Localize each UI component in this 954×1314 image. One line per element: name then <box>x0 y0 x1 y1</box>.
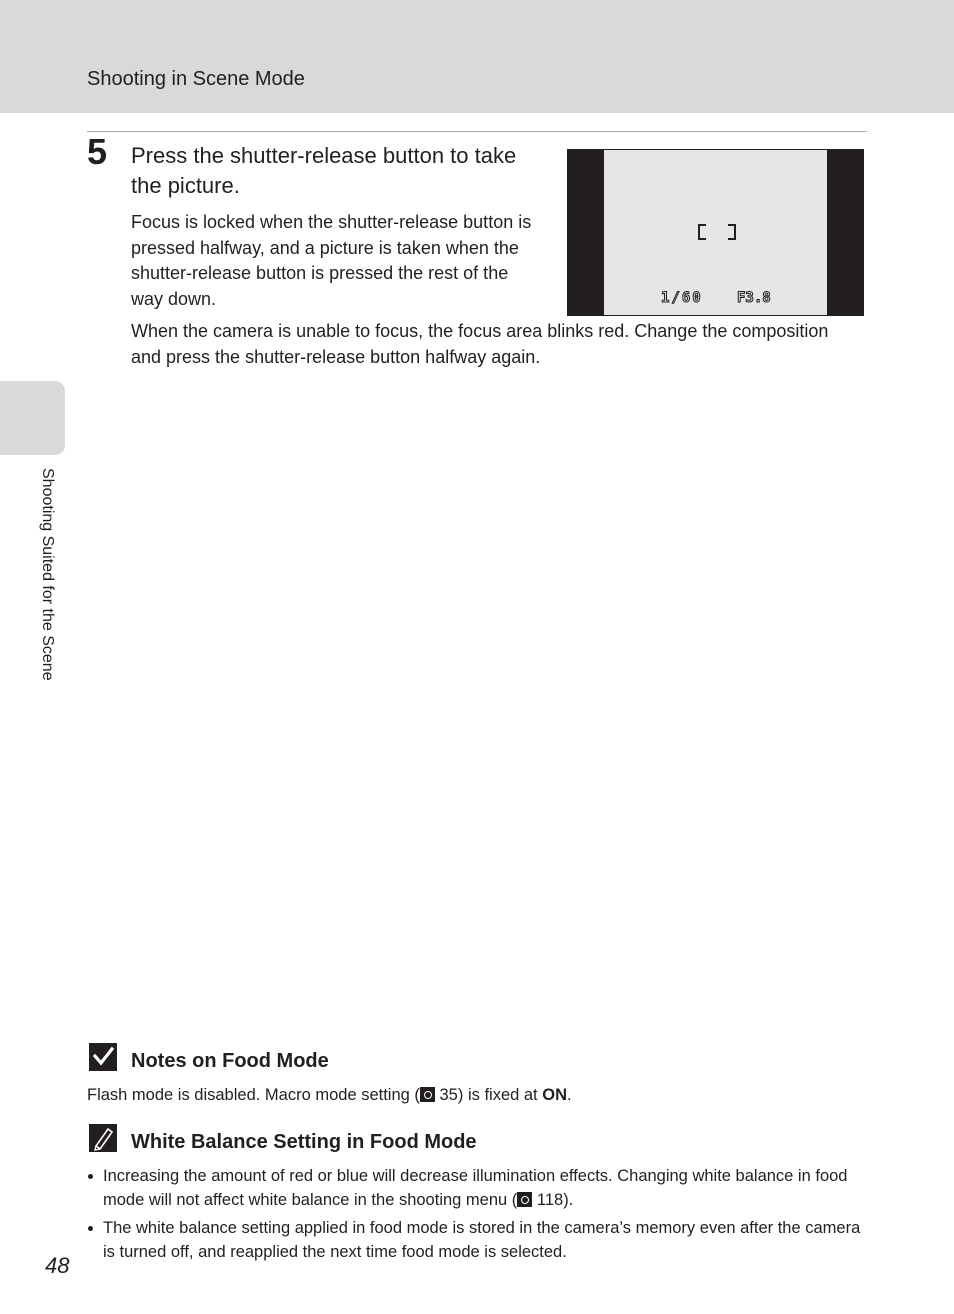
side-tab-label: Shooting Suited for the Scene <box>39 468 56 681</box>
page-reference-icon <box>420 1087 435 1102</box>
step-heading: Press the shutter-release button to take the picture. <box>131 143 517 198</box>
page-reference-icon <box>517 1192 532 1207</box>
note-text-food-mode: Flash mode is disabled. Macro mode setting ( 35) is fixed at ON. <box>87 1086 572 1104</box>
side-tab <box>0 381 65 455</box>
macro-mode-value: ON <box>542 1086 567 1104</box>
focus-bracket-left-icon <box>698 224 706 240</box>
white-balance-bullet-list <box>87 1164 867 1268</box>
step-paragraph: Focus is locked when the shutter-release button is pressed halfway, and a picture is taken when the shutter-release button is pressed the rest of the way down. <box>131 212 532 309</box>
pencil-icon <box>89 1124 117 1152</box>
focus-bracket-right-icon <box>728 224 736 240</box>
aperture-readout: F3.8 <box>737 290 771 306</box>
camera-screen-illustration <box>567 149 864 316</box>
shutter-speed-readout: 1/60 <box>661 290 703 306</box>
check-icon <box>89 1043 117 1071</box>
step-paragraph: When the camera is unable to focus, the focus area blinks red. Change the composition and press the shutter-release button halfway again. <box>131 321 829 367</box>
bullet-icon <box>88 1226 93 1231</box>
bullet-icon <box>88 1174 93 1179</box>
note-heading-food-mode: Notes on Food Mode <box>131 1050 329 1072</box>
camera-screen-display <box>604 150 827 315</box>
header-rule <box>87 131 867 132</box>
step-number: 5 <box>87 131 108 172</box>
section-title: Shooting in Scene Mode <box>87 68 305 90</box>
note-heading-white-balance: White Balance Setting in Food Mode <box>131 1131 477 1153</box>
list-item: The white balance setting applied in food mode is stored in the camera’s memory even after the camera is turned off, and reapplied the next time food mode is selected. <box>87 1216 867 1264</box>
list-item: Increasing the amount of red or blue will decrease illumination effects. Changing white balance in food mode will not affect white balance in the shooting menu ( 118). <box>87 1164 867 1212</box>
header-band <box>0 0 954 113</box>
page-number: 48 <box>45 1253 70 1278</box>
